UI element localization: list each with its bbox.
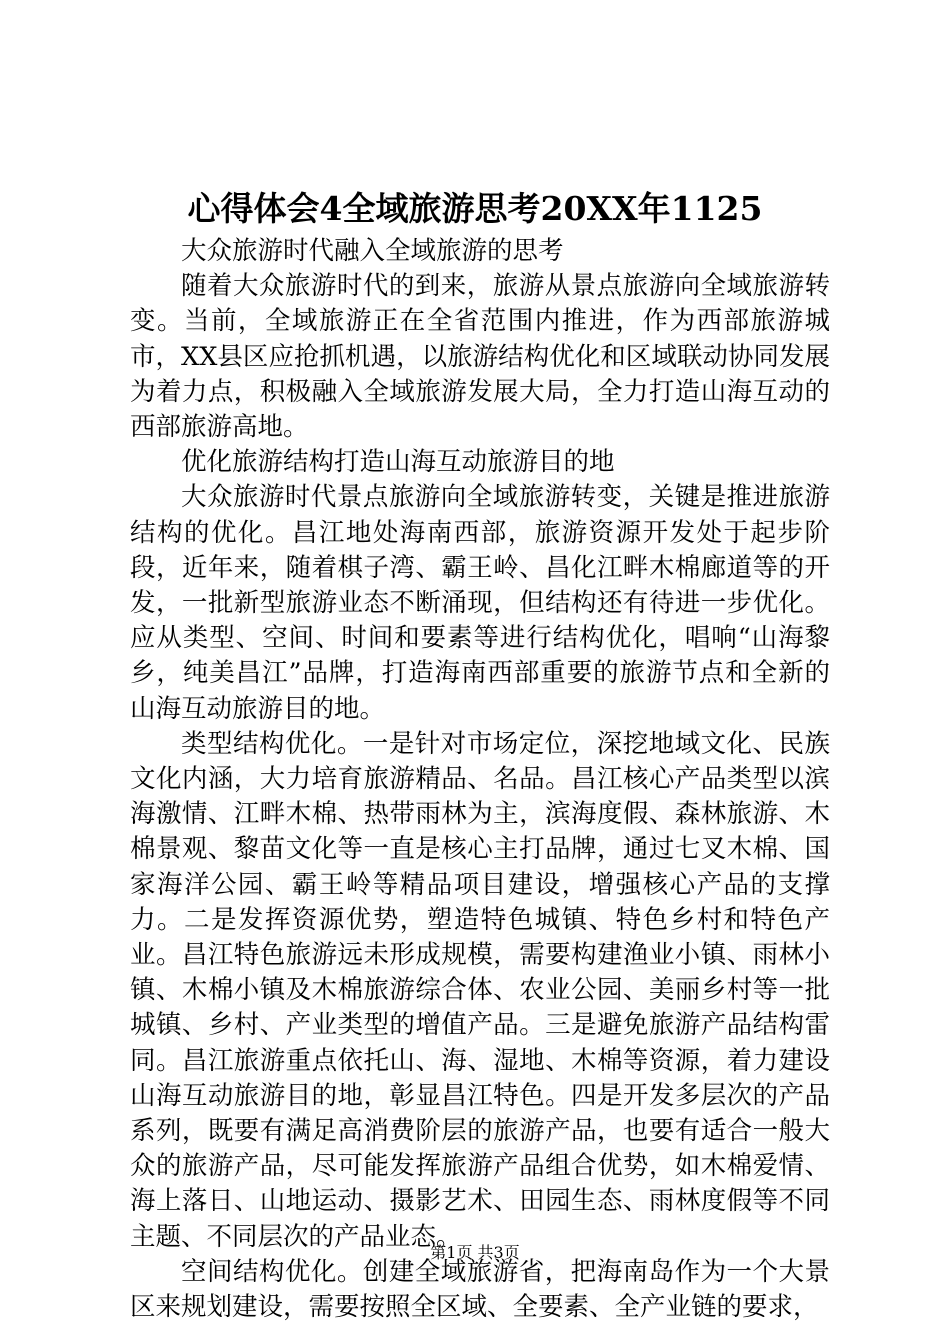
document-title: 心得体会4全域旅游思考20XX年1125 bbox=[187, 189, 763, 228]
document-body bbox=[130, 234, 830, 1325]
paragraph: 类型结构优化。一是针对市场定位，深挖地域文化、民族文化内涵，大力培育旅游精品、名品。昌江核心产品类型以滨海激情、江畔木棉、热带雨林为主，滨海度假、森林旅游、木棉景观、黎苗文化等一直是核心主打品牌，通过七叉木棉、国家海洋公园、霸王岭等精品项目建设，增强核心产品的支撑力。二是发挥资源优势，塑造特色城镇、特色乡村和特色产业。昌江特色旅游远未形成规模，需要构建渔业小镇、雨林小镇、木棉小镇及木棉旅游综合体、农业公园、美丽乡村等一批城镇、乡村、产业类型的增值产品。三是避免旅游产品结构雷同。昌江旅游重点依托山、海、湿地、木棉等资源，着力建设山海互动旅游目的地，彰显昌江特色。四是开发多层次的产品系列，既要有满足高消费阶层的旅游产品，也要有适合一般大众的旅游产品，尽可能发挥旅游产品组合优势，如木棉爱情、海上落日、山地运动、摄影艺术、田园生态、雨林度假等不同主题、不同层次的产品业态。 bbox=[130, 728, 830, 1252]
paragraph-subtitle: 大众旅游时代融入全域旅游的思考 bbox=[181, 236, 564, 266]
paragraph: 空间结构优化。创建全域旅游省，把海南岛作为一个大景区来规划建设，需要按照全区域、全要素、全产业链的要求， bbox=[130, 1256, 830, 1323]
paragraph: 大众旅游时代景点旅游向全域旅游转变，关键是推进旅游结构的优化。昌江地处海南西部，旅游资源开发处于起步阶段，近年来，随着棋子湾、霸王岭、昌化江畔木棉廊道等的开发，一批新型旅游业态不断涌现，但结构还有待进一步优化。应从类型、空间、时间和要素等进行结构优化，唱响“山海黎乡，纯美昌江”品牌，打造海南西部重要的旅游节点和全新的山海互动旅游目的地。 bbox=[130, 482, 830, 724]
paragraph: 随着大众旅游时代的到来，旅游从景点旅游向全域旅游转变。当前，全域旅游正在全省范围内推进，作为西部旅游城市，XX县区应抢抓机遇，以旅游结构优化和区域联动协同发展为着力点，积极融入全域旅游发展大局，全力打造山海互动的西部旅游高地。 bbox=[130, 271, 830, 443]
page-footer: 第1页 共3页 bbox=[430, 1243, 520, 1262]
section-heading: 优化旅游结构打造山海互动旅游目的地 bbox=[181, 447, 615, 478]
